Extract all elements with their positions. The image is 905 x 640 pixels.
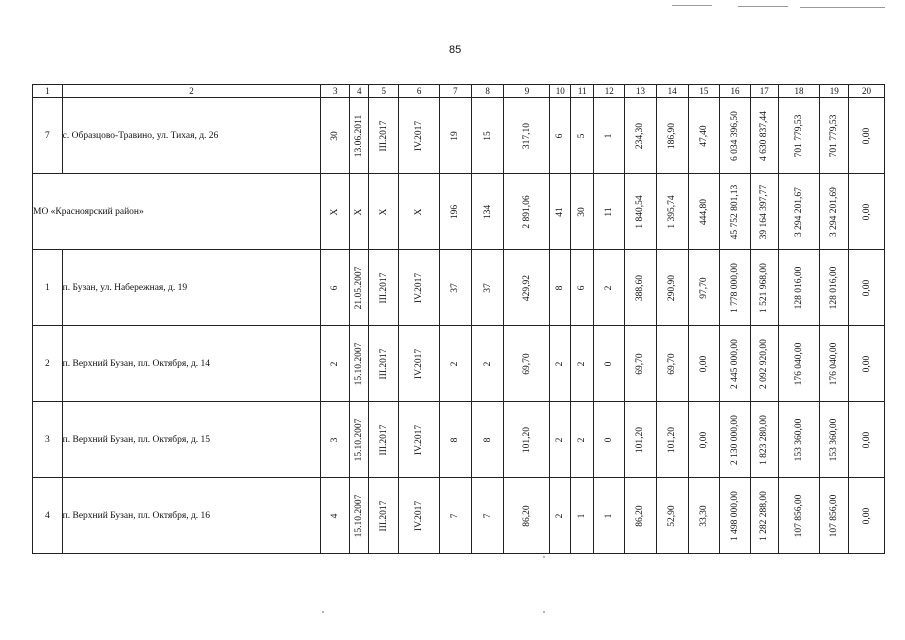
value-cell: X [350, 174, 369, 250]
value-cell: 7 [440, 478, 472, 554]
scan-artifact [672, 5, 712, 6]
value-cell: 101,20 [504, 402, 550, 478]
column-header: 2 [62, 85, 321, 98]
row-number: 2 [33, 326, 63, 402]
column-header: 10 [550, 85, 570, 98]
value-cell: 0,00 [688, 402, 720, 478]
column-header: 7 [440, 85, 472, 98]
value-cell: 1 521 968,00 [750, 250, 778, 326]
column-header: 11 [570, 85, 594, 98]
value-cell: 7 [471, 478, 504, 554]
value-cell: III.2017 [369, 250, 399, 326]
value-cell: 2 [594, 250, 625, 326]
value-cell: 1 823 280,00 [750, 402, 778, 478]
row-number: 3 [33, 402, 63, 478]
value-cell: 0 [594, 402, 625, 478]
column-header: 6 [399, 85, 440, 98]
value-cell: 0 [594, 326, 625, 402]
housing-program-table [32, 84, 885, 554]
value-cell: 176 040,00 [778, 326, 820, 402]
column-header: 5 [369, 85, 399, 98]
table-row [33, 250, 885, 326]
value-cell: 4 630 837,44 [750, 98, 778, 174]
value-cell: 3 294 201,67 [778, 174, 820, 250]
value-cell: 2 [550, 326, 570, 402]
value-cell: 0,00 [688, 326, 720, 402]
value-cell: 2 445 000,00 [720, 326, 751, 402]
value-cell: 41 [550, 174, 570, 250]
value-cell: X [321, 174, 350, 250]
value-cell: 153 360,00 [820, 402, 849, 478]
value-cell: 153 360,00 [778, 402, 820, 478]
value-cell: 15.10.2007 [350, 326, 369, 402]
column-header: 18 [778, 85, 820, 98]
value-cell: 52,90 [656, 478, 688, 554]
value-cell: 69,70 [656, 326, 688, 402]
address-cell: п. Верхний Бузан, пл. Октября, д. 16 [62, 478, 321, 554]
district-name: МО «Красноярский район» [33, 174, 321, 250]
value-cell: 37 [440, 250, 472, 326]
value-cell: 290,90 [656, 250, 688, 326]
value-cell: 2 [550, 478, 570, 554]
value-cell: 317,10 [504, 98, 550, 174]
value-cell: 5 [570, 98, 594, 174]
value-cell: 97,70 [688, 250, 720, 326]
value-cell: 701 779,53 [778, 98, 820, 174]
scan-artifact [800, 7, 885, 8]
value-cell: 30 [321, 98, 350, 174]
value-cell: X [369, 174, 399, 250]
column-header: 19 [820, 85, 849, 98]
value-cell: 1 [594, 478, 625, 554]
value-cell: 3 [321, 402, 350, 478]
value-cell: 429,92 [504, 250, 550, 326]
address-cell: п. Верхний Бузан, пл. Октября, д. 14 [62, 326, 321, 402]
value-cell: 33,30 [688, 478, 720, 554]
column-header: 16 [720, 85, 751, 98]
value-cell: 69,70 [625, 326, 657, 402]
column-header: 4 [350, 85, 369, 98]
value-cell: 8 [471, 402, 504, 478]
value-cell: 1 395,74 [656, 174, 688, 250]
value-cell: 0,00 [849, 174, 885, 250]
value-cell: 101,20 [656, 402, 688, 478]
value-cell: 19 [440, 98, 472, 174]
value-cell: 701 779,53 [820, 98, 849, 174]
value-cell: 6 [570, 250, 594, 326]
value-cell: 6 034 396,50 [720, 98, 751, 174]
scan-artifact [738, 6, 788, 7]
value-cell: 1 840,54 [625, 174, 657, 250]
value-cell: 134 [471, 174, 504, 250]
value-cell: IV.2017 [399, 326, 440, 402]
column-header: 14 [656, 85, 688, 98]
value-cell: 2 [471, 326, 504, 402]
column-header: 17 [750, 85, 778, 98]
value-cell: 101,20 [625, 402, 657, 478]
value-cell: 1 [594, 98, 625, 174]
scan-artifact [543, 556, 545, 558]
value-cell: 0,00 [849, 402, 885, 478]
row-number: 7 [33, 98, 63, 174]
scan-artifact [322, 611, 324, 613]
value-cell: 39 164 397,77 [750, 174, 778, 250]
value-cell: 0,00 [849, 98, 885, 174]
value-cell: 86,20 [625, 478, 657, 554]
value-cell: 107 856,00 [778, 478, 820, 554]
value-cell: 37 [471, 250, 504, 326]
value-cell: 1 282 288,00 [750, 478, 778, 554]
column-header: 13 [625, 85, 657, 98]
address-cell: с. Образцово-Травино, ул. Тихая, д. 26 [62, 98, 321, 174]
value-cell: 196 [440, 174, 472, 250]
value-cell: IV.2017 [399, 98, 440, 174]
column-header: 12 [594, 85, 625, 98]
value-cell: 47,40 [688, 98, 720, 174]
value-cell: IV.2017 [399, 478, 440, 554]
value-cell: 107 856,00 [820, 478, 849, 554]
value-cell: 0,00 [849, 326, 885, 402]
value-cell: 21.05.2007 [350, 250, 369, 326]
value-cell: 30 [570, 174, 594, 250]
value-cell: 128 016,00 [820, 250, 849, 326]
value-cell: 2 891,06 [504, 174, 550, 250]
value-cell: 6 [550, 98, 570, 174]
value-cell: 1 778 000,00 [720, 250, 751, 326]
address-cell: п. Верхний Бузан, пл. Октября, д. 15 [62, 402, 321, 478]
value-cell: 2 [440, 326, 472, 402]
value-cell: III.2017 [369, 402, 399, 478]
value-cell: 8 [550, 250, 570, 326]
value-cell: 2 [570, 326, 594, 402]
value-cell: IV.2017 [399, 402, 440, 478]
value-cell: 186,90 [656, 98, 688, 174]
column-header: 15 [688, 85, 720, 98]
value-cell: 388,60 [625, 250, 657, 326]
value-cell: 13.06.2011 [350, 98, 369, 174]
column-header: 3 [321, 85, 350, 98]
value-cell: 0,00 [849, 250, 885, 326]
value-cell: IV.2017 [399, 250, 440, 326]
value-cell: 234,30 [625, 98, 657, 174]
value-cell: III.2017 [369, 98, 399, 174]
table-row [33, 326, 885, 402]
column-header: 20 [849, 85, 885, 98]
column-header: 9 [504, 85, 550, 98]
scan-artifact [543, 611, 545, 613]
row-number: 1 [33, 250, 63, 326]
value-cell: 2 [550, 402, 570, 478]
value-cell: 2 [570, 402, 594, 478]
table-row [33, 402, 885, 478]
group-total-row [33, 174, 885, 250]
value-cell: 128 016,00 [778, 250, 820, 326]
table-row [33, 478, 885, 554]
value-cell: 6 [321, 250, 350, 326]
value-cell: 69,70 [504, 326, 550, 402]
value-cell: III.2017 [369, 478, 399, 554]
page-number: 85 [449, 44, 462, 56]
row-number: 4 [33, 478, 63, 554]
column-header: 8 [471, 85, 504, 98]
value-cell: 1 498 000,00 [720, 478, 751, 554]
value-cell: X [399, 174, 440, 250]
value-cell: 1 [570, 478, 594, 554]
value-cell: 8 [440, 402, 472, 478]
address-cell: п. Бузан, ул. Набережная, д. 19 [62, 250, 321, 326]
value-cell: III.2017 [369, 326, 399, 402]
value-cell: 444,80 [688, 174, 720, 250]
value-cell: 11 [594, 174, 625, 250]
value-cell: 15 [471, 98, 504, 174]
value-cell: 86,20 [504, 478, 550, 554]
value-cell: 2 092 920,00 [750, 326, 778, 402]
value-cell: 2 130 000,00 [720, 402, 751, 478]
value-cell: 176 040,00 [820, 326, 849, 402]
value-cell: 3 294 201,69 [820, 174, 849, 250]
column-number-row [33, 85, 885, 98]
value-cell: 2 [321, 326, 350, 402]
value-cell: 45 752 801,13 [720, 174, 751, 250]
column-header: 1 [33, 85, 63, 98]
value-cell: 15.10.2007 [350, 402, 369, 478]
value-cell: 0,00 [849, 478, 885, 554]
value-cell: 4 [321, 478, 350, 554]
value-cell: 15.10.2007 [350, 478, 369, 554]
table-row [33, 98, 885, 174]
